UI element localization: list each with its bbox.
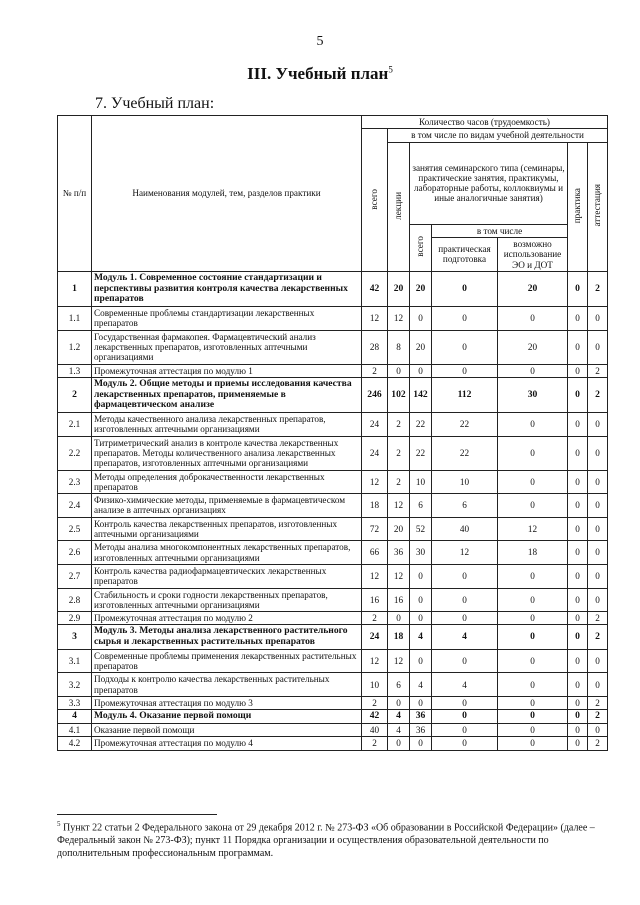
- cell-practical: 0: [432, 588, 498, 612]
- cell-practice: 0: [568, 564, 588, 588]
- cell-name: Методы определения доброкачественности лекарственных препаратов: [92, 470, 362, 494]
- cell-num: 2.3: [58, 470, 92, 494]
- cell-practice: 0: [568, 307, 588, 331]
- header-seminar: занятия семинарского типа (семинары, практические занятия, практикумы, лабораторные работы, коллоквиумы и иные аналогичные занятия): [410, 142, 568, 224]
- cell-practical: 0: [432, 307, 498, 331]
- cell-total: 2: [362, 737, 388, 750]
- subtitle: 7. Учебный план:: [95, 95, 215, 112]
- cell-name: Современные проблемы применения лекарственных растительных препаратов: [92, 649, 362, 673]
- table-row: [58, 649, 608, 673]
- table-row: [58, 564, 608, 588]
- cell-lectures: 0: [388, 697, 410, 710]
- module-row: [58, 710, 608, 724]
- cell-distance: 0: [498, 494, 568, 518]
- cell-num: 3.1: [58, 649, 92, 673]
- cell-distance: 20: [498, 330, 568, 364]
- cell-sem-total: 52: [410, 517, 432, 541]
- header-sem-total-text: всего: [415, 236, 426, 257]
- cell-name: Титриметрический анализ в контроле качества лекарственных препаратов. Методы количественного анализа лекарственных препаратов, изготовленных аптечными организациями: [92, 436, 362, 470]
- cell-num: 4: [58, 710, 92, 724]
- cell-total: 16: [362, 588, 388, 612]
- cell-sem-total: 0: [410, 697, 432, 710]
- cell-num: 1.2: [58, 330, 92, 364]
- cell-name: Методы анализа многокомпонентных лекарственных препаратов, изготовленных аптечными организациями: [92, 541, 362, 565]
- cell-sem-total: 10: [410, 470, 432, 494]
- cell-practice: 0: [568, 470, 588, 494]
- cell-distance: 20: [498, 271, 568, 306]
- cell-sem-total: 142: [410, 377, 432, 412]
- cell-total: 12: [362, 470, 388, 494]
- cell-practical: 40: [432, 517, 498, 541]
- cell-distance: 0: [498, 710, 568, 724]
- cell-distance: 0: [498, 697, 568, 710]
- cell-sem-total: 0: [410, 307, 432, 331]
- cell-lectures: 20: [388, 271, 410, 306]
- cell-attestation: 2: [588, 364, 608, 377]
- cell-practice: 0: [568, 541, 588, 565]
- cell-sem-total: 20: [410, 271, 432, 306]
- cell-attestation: 0: [588, 649, 608, 673]
- cell-lectures: 2: [388, 413, 410, 437]
- section-title-text: III. Учебный план: [247, 64, 389, 83]
- module-row: [58, 377, 608, 412]
- cell-num: 2.2: [58, 436, 92, 470]
- cell-practical: 6: [432, 494, 498, 518]
- cell-num: 2.6: [58, 541, 92, 565]
- cell-practical: 0: [432, 364, 498, 377]
- cell-attestation: 0: [588, 517, 608, 541]
- cell-name: Стабильность и сроки годности лекарственных препаратов, изготовленных аптечными организациями: [92, 588, 362, 612]
- cell-practical: 0: [432, 649, 498, 673]
- cell-attestation: 0: [588, 413, 608, 437]
- cell-distance: 0: [498, 364, 568, 377]
- cell-practice: 0: [568, 625, 588, 649]
- cell-distance: 30: [498, 377, 568, 412]
- cell-num: 3: [58, 625, 92, 649]
- cell-num: 2.8: [58, 588, 92, 612]
- page-number: 5: [316, 34, 324, 49]
- cell-total: 2: [362, 364, 388, 377]
- footnote: [57, 820, 609, 860]
- header-practice: [568, 142, 588, 271]
- cell-practice: 0: [568, 271, 588, 306]
- cell-lectures: 16: [388, 588, 410, 612]
- cell-sem-total: 4: [410, 625, 432, 649]
- table-row: [58, 307, 608, 331]
- cell-distance: 12: [498, 517, 568, 541]
- cell-total: 12: [362, 307, 388, 331]
- cell-total: 72: [362, 517, 388, 541]
- cell-name: Методы качественного анализа лекарственных препаратов, изготовленных аптечными организациями: [92, 413, 362, 437]
- cell-total: 12: [362, 649, 388, 673]
- cell-num: 1.3: [58, 364, 92, 377]
- cell-name: Промежуточная аттестация по модулю 3: [92, 697, 362, 710]
- cell-lectures: 102: [388, 377, 410, 412]
- cell-num: 2.9: [58, 612, 92, 625]
- cell-lectures: 0: [388, 737, 410, 750]
- cell-num: 2.4: [58, 494, 92, 518]
- cell-name: Контроль качества радиофармацевтических лекарственных препаратов: [92, 564, 362, 588]
- cell-total: 40: [362, 724, 388, 737]
- table-row: [58, 588, 608, 612]
- cell-practice: 0: [568, 649, 588, 673]
- cell-lectures: 12: [388, 649, 410, 673]
- cell-practical: 0: [432, 612, 498, 625]
- cell-practical: 22: [432, 413, 498, 437]
- cell-attestation: 2: [588, 710, 608, 724]
- cell-sem-total: 0: [410, 588, 432, 612]
- cell-practical: 22: [432, 436, 498, 470]
- header-distance: возможно использование ЭО и ДОТ: [498, 237, 568, 271]
- footnote-divider: [57, 814, 217, 815]
- cell-lectures: 36: [388, 541, 410, 565]
- cell-practical: 112: [432, 377, 498, 412]
- header-attestation: [588, 142, 608, 271]
- cell-practical: 0: [432, 737, 498, 750]
- cell-sem-total: 36: [410, 724, 432, 737]
- cell-total: 2: [362, 697, 388, 710]
- cell-distance: 0: [498, 649, 568, 673]
- cell-lectures: 6: [388, 673, 410, 697]
- cell-distance: 18: [498, 541, 568, 565]
- module-row: [58, 271, 608, 306]
- cell-num: 2.1: [58, 413, 92, 437]
- header-including: в том числе: [432, 224, 568, 237]
- cell-total: 42: [362, 710, 388, 724]
- cell-name: Промежуточная аттестация по модулю 1: [92, 364, 362, 377]
- cell-practical: 4: [432, 673, 498, 697]
- cell-attestation: 0: [588, 470, 608, 494]
- cell-practice: 0: [568, 710, 588, 724]
- cell-num: 2.7: [58, 564, 92, 588]
- cell-lectures: 2: [388, 470, 410, 494]
- cell-practice: 0: [568, 413, 588, 437]
- cell-distance: 0: [498, 564, 568, 588]
- cell-lectures: 18: [388, 625, 410, 649]
- cell-practical: 12: [432, 541, 498, 565]
- cell-distance: 0: [498, 625, 568, 649]
- footnote-text: Пункт 22 статьи 2 Федерального закона от 29 декабря 2012 г. № 273-ФЗ «Об образовании в Российской Федерации» (далее – Федеральный закон № 273-ФЗ); пункт 11 Порядка организации и осуществления образовательной деятельности по дополнительным профессиональным программам.: [57, 822, 595, 860]
- cell-practical: 0: [432, 271, 498, 306]
- cell-lectures: 12: [388, 494, 410, 518]
- header-hours: Количество часов (трудоемкость): [362, 116, 608, 129]
- cell-practice: 0: [568, 673, 588, 697]
- table-header: [58, 116, 608, 272]
- cell-lectures: 4: [388, 724, 410, 737]
- cell-name: Модуль 2. Общие методы и приемы исследования качества лекарственных препаратов, применяемые в фармацевтическом анализе: [92, 377, 362, 412]
- cell-name: Современные проблемы стандартизации лекарственных препаратов: [92, 307, 362, 331]
- cell-total: 18: [362, 494, 388, 518]
- cell-name: Подходы к контролю качества лекарственных растительных препаратов: [92, 673, 362, 697]
- cell-attestation: 2: [588, 737, 608, 750]
- cell-attestation: 0: [588, 330, 608, 364]
- cell-practical: 10: [432, 470, 498, 494]
- cell-distance: 0: [498, 612, 568, 625]
- cell-total: 2: [362, 612, 388, 625]
- cell-distance: 0: [498, 307, 568, 331]
- cell-sem-total: 22: [410, 436, 432, 470]
- cell-attestation: 2: [588, 625, 608, 649]
- cell-lectures: 20: [388, 517, 410, 541]
- cell-num: 4.2: [58, 737, 92, 750]
- cell-name: Промежуточная аттестация по модулю 4: [92, 737, 362, 750]
- table-row: [58, 330, 608, 364]
- table-row: [58, 737, 608, 750]
- cell-practical: 0: [432, 724, 498, 737]
- cell-practical: 0: [432, 564, 498, 588]
- cell-name: Контроль качества лекарственных препаратов, изготовленных аптечными организациями: [92, 517, 362, 541]
- module-row: [58, 625, 608, 649]
- cell-attestation: 0: [588, 436, 608, 470]
- cell-name: Оказание первой помощи: [92, 724, 362, 737]
- table-row: [58, 364, 608, 377]
- cell-num: 1.1: [58, 307, 92, 331]
- cell-lectures: 8: [388, 330, 410, 364]
- curriculum-table: [57, 115, 608, 751]
- cell-attestation: 0: [588, 564, 608, 588]
- footnote-reference: 5: [388, 64, 393, 75]
- cell-attestation: 0: [588, 673, 608, 697]
- cell-total: 24: [362, 436, 388, 470]
- cell-lectures: 0: [388, 612, 410, 625]
- table-row: [58, 436, 608, 470]
- cell-sem-total: 0: [410, 364, 432, 377]
- cell-sem-total: 20: [410, 330, 432, 364]
- header-num: № п/п: [58, 116, 92, 272]
- cell-name: Модуль 1. Современное состояние стандартизации и перспективы развития контроля качества лекарственных препаратов: [92, 271, 362, 306]
- cell-lectures: 0: [388, 364, 410, 377]
- header-name: Наименования модулей, тем, разделов практики: [92, 116, 362, 272]
- cell-name: Промежуточная аттестация по модулю 2: [92, 612, 362, 625]
- cell-distance: 0: [498, 588, 568, 612]
- cell-sem-total: 22: [410, 413, 432, 437]
- cell-attestation: 0: [588, 541, 608, 565]
- cell-lectures: 12: [388, 307, 410, 331]
- cell-sem-total: 0: [410, 564, 432, 588]
- cell-practice: 0: [568, 330, 588, 364]
- cell-practice: 0: [568, 697, 588, 710]
- section-title: [0, 64, 640, 84]
- cell-practice: 0: [568, 737, 588, 750]
- cell-sem-total: 6: [410, 494, 432, 518]
- cell-lectures: 12: [388, 564, 410, 588]
- cell-sem-total: 0: [410, 737, 432, 750]
- header-sem-total: [410, 224, 432, 271]
- cell-practice: 0: [568, 612, 588, 625]
- cell-distance: 0: [498, 724, 568, 737]
- cell-practice: 0: [568, 724, 588, 737]
- cell-practice: 0: [568, 436, 588, 470]
- header-practice-text: практика: [572, 187, 583, 224]
- header-total-text: всего: [369, 188, 380, 210]
- cell-num: 1: [58, 271, 92, 306]
- cell-name: Модуль 3. Методы анализа лекарственного растительного сырья и лекарственных растительных препаратов: [92, 625, 362, 649]
- cell-distance: 0: [498, 436, 568, 470]
- cell-attestation: 0: [588, 494, 608, 518]
- cell-num: 4.1: [58, 724, 92, 737]
- header-practical: практическая подготовка: [432, 237, 498, 271]
- header-lectures-text: лекции: [393, 191, 404, 220]
- cell-practice: 0: [568, 517, 588, 541]
- cell-num: 2.5: [58, 517, 92, 541]
- cell-attestation: 2: [588, 697, 608, 710]
- cell-attestation: 2: [588, 377, 608, 412]
- cell-practical: 0: [432, 710, 498, 724]
- cell-distance: 0: [498, 470, 568, 494]
- cell-total: 12: [362, 564, 388, 588]
- cell-practical: 4: [432, 625, 498, 649]
- cell-total: 10: [362, 673, 388, 697]
- table-row: [58, 517, 608, 541]
- table-row: [58, 494, 608, 518]
- cell-name: Государственная фармакопея. Фармацевтический анализ лекарственных препаратов, изготовленных аптечными организациями: [92, 330, 362, 364]
- table-row: [58, 470, 608, 494]
- footnote-mark: 5: [57, 820, 61, 828]
- cell-practice: 0: [568, 377, 588, 412]
- table-row: [58, 612, 608, 625]
- table-row: [58, 541, 608, 565]
- cell-num: 3.3: [58, 697, 92, 710]
- header-attestation-text: аттестация: [592, 184, 603, 227]
- header-by-activity: в том числе по видам учебной деятельности: [388, 129, 608, 142]
- cell-total: 24: [362, 413, 388, 437]
- cell-distance: 0: [498, 413, 568, 437]
- cell-num: 3.2: [58, 673, 92, 697]
- cell-sem-total: 0: [410, 612, 432, 625]
- table-row: [58, 673, 608, 697]
- cell-practice: 0: [568, 588, 588, 612]
- cell-lectures: 2: [388, 436, 410, 470]
- cell-practical: 0: [432, 697, 498, 710]
- cell-practical: 0: [432, 330, 498, 364]
- cell-sem-total: 0: [410, 649, 432, 673]
- cell-sem-total: 4: [410, 673, 432, 697]
- table-row: [58, 697, 608, 710]
- cell-practice: 0: [568, 364, 588, 377]
- cell-name: Модуль 4. Оказание первой помощи: [92, 710, 362, 724]
- cell-num: 2: [58, 377, 92, 412]
- cell-attestation: 2: [588, 271, 608, 306]
- cell-sem-total: 36: [410, 710, 432, 724]
- cell-attestation: 0: [588, 307, 608, 331]
- cell-attestation: 0: [588, 724, 608, 737]
- cell-distance: 0: [498, 737, 568, 750]
- cell-name: Физико-химические методы, применяемые в фармацевтическом анализе в аптечных организациях: [92, 494, 362, 518]
- cell-total: 42: [362, 271, 388, 306]
- cell-total: 66: [362, 541, 388, 565]
- cell-sem-total: 30: [410, 541, 432, 565]
- table-row: [58, 413, 608, 437]
- cell-attestation: 0: [588, 588, 608, 612]
- table-row: [58, 724, 608, 737]
- cell-attestation: 2: [588, 612, 608, 625]
- cell-distance: 0: [498, 673, 568, 697]
- table-body: [58, 271, 608, 750]
- cell-total: 24: [362, 625, 388, 649]
- cell-total: 246: [362, 377, 388, 412]
- cell-total: 28: [362, 330, 388, 364]
- header-lectures: [388, 142, 410, 271]
- cell-practice: 0: [568, 494, 588, 518]
- cell-lectures: 4: [388, 710, 410, 724]
- header-total: [362, 129, 388, 272]
